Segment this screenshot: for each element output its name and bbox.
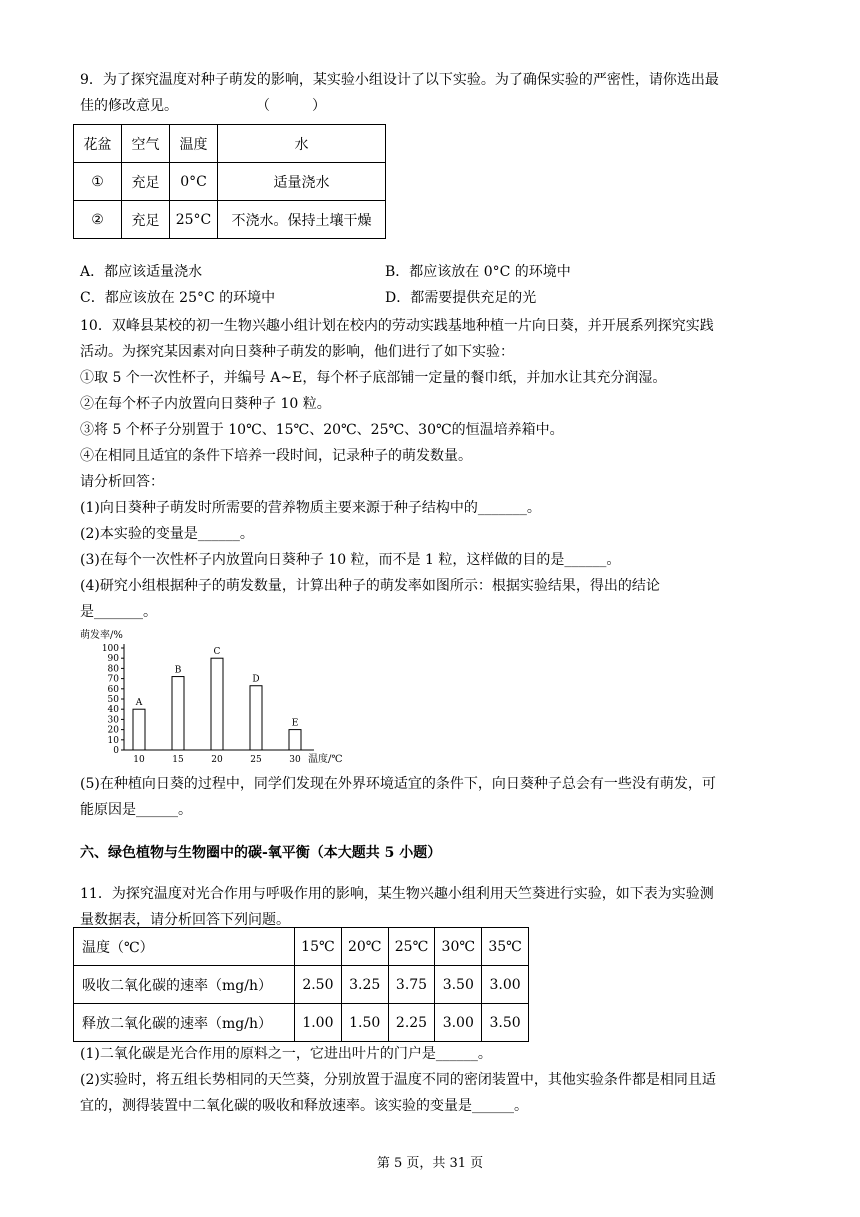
q9-table — [73, 124, 386, 239]
table-row — [74, 163, 386, 201]
table-header-cell: 花盆 — [74, 125, 122, 163]
y-tick-label: 90 — [107, 654, 119, 665]
x-tick-label: 15 — [172, 755, 184, 765]
germination-rate-chart — [76, 628, 356, 768]
table-cell: ② — [74, 201, 122, 239]
table-header-cell: 30℃ — [435, 928, 482, 966]
x-tick-label: 25 — [250, 755, 262, 765]
q10-sub3: (3)在每个一次性杯子内放置向日葵种子 10 粒，而不是 1 粒，这样做的目的是______。 — [80, 552, 621, 568]
table-cell: 3.00 — [482, 966, 529, 1004]
table-cell: 3.00 — [435, 1004, 482, 1042]
y-axis-label: 萌发率/% — [80, 630, 123, 641]
table-header-cell: 水 — [218, 125, 386, 163]
q10-sub1: (1)向日葵种子萌发时所需要的营养物质主要来源于种子结构中的_______。 — [80, 500, 541, 516]
q9-stem-text: 佳的修改意见。 — [80, 98, 178, 114]
q11-stem-line1: 11．为探究温度对光合作用与呼吸作用的影响，某生物兴趣小组利用天竺葵进行实验，如下表为实验测 — [80, 886, 714, 902]
q10-sub5: (5)在种植向日葵的过程中，同学们发现在外界环境适宜的条件下，向日葵种子总会有一些没有萌发，可 — [80, 776, 716, 792]
q11-table — [73, 927, 529, 1042]
q11-sub1: (1)二氧化碳是光合作用的原料之一，它进出叶片的门户是______。 — [80, 1046, 492, 1062]
table-cell: 3.50 — [482, 1004, 529, 1042]
q10-step: ③将 5 个杯子分别置于 10℃、15℃、20℃、25℃、30℃的恒温培养箱中。 — [80, 422, 564, 438]
table-row — [74, 201, 386, 239]
bar — [133, 709, 145, 750]
option-b[interactable]: B．都应该放在 0°C 的环境中 — [385, 264, 571, 280]
table-header-cell: 25℃ — [388, 928, 435, 966]
bar-label: E — [291, 718, 299, 729]
table-cell: 1.50 — [341, 1004, 388, 1042]
bar — [250, 686, 262, 750]
q10-step: ④在相同且适宜的条件下培养一段时间，记录种子的萌发数量。 — [80, 448, 472, 464]
table-cell: 0°C — [170, 163, 218, 201]
table-cell: 充足 — [122, 163, 170, 201]
page-footer: 第 5 页，共 31 页 — [376, 1156, 484, 1171]
table-header-cell: 35℃ — [482, 928, 529, 966]
x-tick-label: 30 — [289, 755, 301, 765]
option-d[interactable]: D．都需要提供充足的光 — [385, 290, 537, 306]
table-cell: ① — [74, 163, 122, 201]
q10-prompt: 请分析回答： — [80, 474, 164, 490]
table-cell: 吸收二氧化碳的速率（mg/h） — [74, 966, 295, 1004]
y-tick-label: 50 — [107, 695, 119, 705]
bar — [289, 730, 301, 750]
q10-sub5-cont: 能原因是______。 — [80, 802, 192, 818]
table-header-row — [74, 928, 529, 966]
x-axis-label: 温度/℃ — [308, 754, 343, 765]
x-tick-label: 10 — [133, 755, 145, 765]
y-tick-label: 100 — [101, 644, 119, 654]
x-tick-label: 20 — [211, 755, 223, 765]
y-tick-label: 20 — [107, 725, 119, 736]
table-cell: 3.50 — [435, 966, 482, 1004]
table-header-cell: 温度（℃） — [74, 928, 295, 966]
table-header-cell: 15℃ — [295, 928, 342, 966]
y-tick-label: 60 — [107, 684, 119, 695]
q10-step: ①取 5 个一次性杯子，并编号 A~E，每个杯子底部铺一定量的餐巾纸，并加水让其充分润湿。 — [80, 370, 667, 386]
option-c[interactable]: C．都应该放在 25°C 的环境中 — [80, 290, 276, 306]
table-cell: 不浇水。保持土壤干燥 — [218, 201, 386, 239]
table-header-row — [74, 125, 386, 163]
q10-line: 活动。为探究某因素对向日葵种子萌发的影响，他们进行了如下实验： — [80, 344, 514, 360]
bar — [211, 658, 223, 750]
table-cell: 释放二氧化碳的速率（mg/h） — [74, 1004, 295, 1042]
q10-line: 10．双峰县某校的初一生物兴趣小组计划在校内的劳动实践基地种植一片向日葵，并开展系列探究实践 — [80, 318, 714, 334]
table-cell: 充足 — [122, 201, 170, 239]
table-cell: 1.00 — [295, 1004, 342, 1042]
table-cell: 2.25 — [388, 1004, 435, 1042]
q10-step: ②在每个杯子内放置向日葵种子 10 粒。 — [80, 396, 331, 412]
section-title: 六、绿色植物与生物圈中的碳-氧平衡（本大题共 5 小题） — [80, 845, 442, 861]
q10-sub4-cont: 是_______。 — [80, 604, 157, 620]
y-tick-label: 0 — [113, 746, 119, 756]
table-header-cell: 空气 — [122, 125, 170, 163]
table-cell: 适量浇水 — [218, 163, 386, 201]
bar-label: A — [135, 698, 143, 709]
q10-sub2: (2)本实验的变量是______。 — [80, 526, 254, 542]
q11-sub2-line2: 宜的，测得装置中二氧化碳的吸收和释放速率。该实验的变量是______。 — [80, 1098, 528, 1114]
table-row — [74, 1004, 529, 1042]
q9-answer-blank: （ ） — [256, 98, 326, 114]
option-a[interactable]: A．都应该适量浇水 — [80, 264, 203, 280]
table-cell: 3.75 — [388, 966, 435, 1004]
bar-label: C — [213, 647, 221, 658]
q9-stem-line2 — [80, 96, 780, 116]
bar-label: D — [252, 674, 260, 685]
q11-stem-line2: 量数据表，请分析回答下列问题。 — [80, 912, 290, 928]
q9-options — [80, 262, 780, 314]
q9-stem-line1: 9．为了探究温度对种子萌发的影响，某实验小组设计了以下实验。为了确保实验的严密性，请你选出最 — [80, 72, 719, 88]
y-tick-label: 80 — [107, 664, 119, 675]
q11-sub2-line1: (2)实验时，将五组长势相同的天竺葵，分别放置于温度不同的密闭装置中，其他实验条件都是相同且适 — [80, 1072, 716, 1088]
table-header-cell: 温度 — [170, 125, 218, 163]
table-cell: 25°C — [170, 201, 218, 239]
y-tick-label: 40 — [107, 705, 119, 716]
bar-label: B — [174, 665, 182, 676]
y-tick-label: 10 — [107, 735, 119, 746]
y-tick-label: 30 — [107, 715, 119, 726]
q10-sub4: (4)研究小组根据种子的萌发数量，计算出种子的萌发率如图所示：根据实验结果，得出的结论 — [80, 578, 660, 594]
y-tick-label: 70 — [107, 674, 119, 685]
bar — [172, 677, 184, 750]
table-cell: 3.25 — [341, 966, 388, 1004]
table-header-cell: 20℃ — [341, 928, 388, 966]
table-cell: 2.50 — [295, 966, 342, 1004]
table-row — [74, 966, 529, 1004]
